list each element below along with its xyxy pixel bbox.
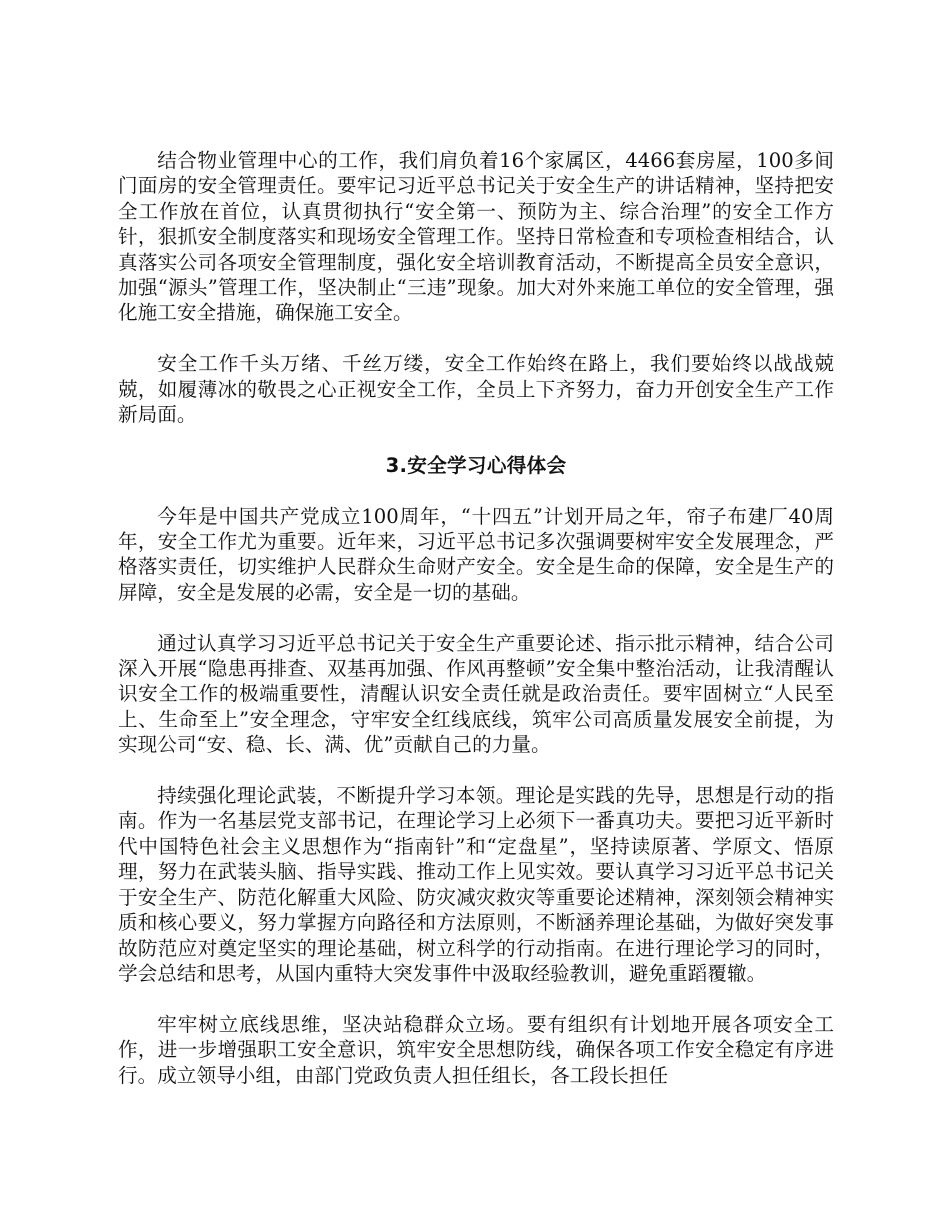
paragraph: 今年是中国共产党成立100周年，“十四五”计划开局之年，帘子布建厂40周年，安全工作尤为重要。近年来，习近平总书记多次强调要树牢安全发展理念，严格落实责任，切实维护人民群众生命财产安全。安全是生命的保障，安全是生产的屏障，安全是发展的必需，安全是一切的基础。 [118,504,834,604]
section-heading: 3.安全学习心得体会 [385,453,567,477]
paragraph: 结合物业管理中心的工作，我们肩负着16个家属区，4466套房屋，100多间门面房的安全管理责任。要牢记习近平总书记关于安全生产的讲话精神，坚持把安全工作放在首位，认真贯彻执行“安全第一、预防为主、综合治理”的安全工作方针，狠抓安全制度落实和现场安全管理工作。坚持日常检查和专项检查相结合，认真落实公司各项安全管理制度，强化安全培训教育活动，不断提高全员安全意识，加强“源头”管理工作，坚决制止“三违”现象。加大对外来施工单位的安全管理，强化施工安全措施，确保施工安全。 [118,149,834,325]
paragraph: 安全工作千头万绪、千丝万缕，安全工作始终在路上，我们要始终以战战兢兢，如履薄冰的敬畏之心正视安全工作，全员上下齐努力，奋力开创安全生产工作新局面。 [118,352,834,427]
document-page [118,148,834,1113]
paragraph: 牢牢树立底线思维，坚决站稳群众立场。要有组织有计划地开展各项安全工作，进一步增强职工安全意识，筑牢安全思想防线，确保各项工作安全稳定有序进行。成立领导小组，由部门党政负责人担任组长，各工段长担任 [118,1012,834,1087]
paragraph: 通过认真学习习近平总书记关于安全生产重要论述、指示批示精神，结合公司深入开展“隐患再排查、双基再加强、作风再整顿”安全集中整治活动，让我清醒认识安全工作的极端重要性，清醒认识安全责任就是政治责任。要牢固树立“人民至上、生命至上”安全理念，守牢安全红线底线，筑牢公司高质量发展安全前提，为实现公司“安、稳、长、满、优”贡献自己的力量。 [118,631,834,757]
paragraph: 持续强化理论武装，不断提升学习本领。理论是实践的先导，思想是行动的指南。作为一名基层党支部书记，在理论学习上必须下一番真功夫。要把习近平新时代中国特色社会主义思想作为“指南针”和“定盘星”，坚持读原著、学原文、悟原理，努力在武装头脑、指导实践、推动工作上见实效。要认真学习习近平总书记关于安全生产、防范化解重大风险、防灾减灾救灾等重要论述精神，深刻领会精神实质和核心要义，努力掌握方向路径和方法原则，不断涵养理论基础，为做好突发事故防范应对奠定坚实的理论基础，树立科学的行动指南。在进行理论学习的同时，学会总结和思考，从国内重特大突发事件中汲取经验教训，避免重蹈覆辙。 [118,784,834,985]
